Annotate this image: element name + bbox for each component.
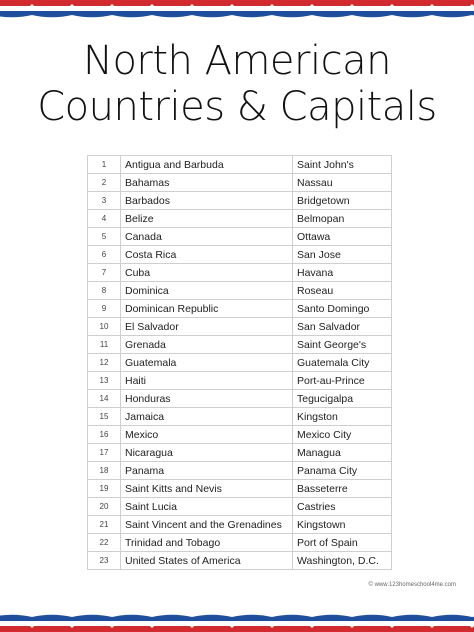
row-number: 5	[88, 228, 121, 246]
countries-capitals-table	[87, 155, 392, 570]
table-row	[88, 210, 392, 228]
bunting-flag	[72, 615, 112, 632]
row-number: 2	[88, 174, 121, 192]
capital-cell: Panama City	[293, 462, 392, 480]
table-row	[88, 516, 392, 534]
capital-cell: San Salvador	[293, 318, 392, 336]
page-title	[0, 38, 474, 130]
country-cell: Nicaragua	[121, 444, 293, 462]
bunting-decoration	[0, 604, 474, 632]
capital-cell: Belmopan	[293, 210, 392, 228]
bunting-flag	[0, 0, 32, 17]
row-number: 9	[88, 300, 121, 318]
table-row	[88, 300, 392, 318]
bunting-decoration	[0, 0, 474, 28]
country-cell: Saint Kitts and Nevis	[121, 480, 293, 498]
bunting-flag	[312, 0, 352, 17]
bunting-flag	[352, 0, 392, 17]
country-cell: Bahamas	[121, 174, 293, 192]
bunting-flag	[152, 0, 192, 17]
capital-cell: Kingstown	[293, 516, 392, 534]
country-cell: Antigua and Barbuda	[121, 156, 293, 174]
copyright-footer: © www.123homeschool4me.com	[368, 582, 456, 588]
row-number: 19	[88, 480, 121, 498]
capital-cell: Saint George's	[293, 336, 392, 354]
bunting-flag	[232, 0, 272, 17]
title-line-1: North American	[83, 38, 391, 84]
country-cell: Honduras	[121, 390, 293, 408]
table-row	[88, 390, 392, 408]
table-row	[88, 282, 392, 300]
row-number: 16	[88, 426, 121, 444]
table-row	[88, 156, 392, 174]
country-cell: Saint Vincent and the Grenadines	[121, 516, 293, 534]
table-row	[88, 426, 392, 444]
capital-cell: Ottawa	[293, 228, 392, 246]
country-cell: Trinidad and Tobago	[121, 534, 293, 552]
country-cell: Saint Lucia	[121, 498, 293, 516]
row-number: 6	[88, 246, 121, 264]
title-line-2: Countries & Capitals	[37, 84, 437, 130]
row-number: 3	[88, 192, 121, 210]
capital-cell: Kingston	[293, 408, 392, 426]
capital-cell: Santo Domingo	[293, 300, 392, 318]
country-cell: Panama	[121, 462, 293, 480]
capital-cell: Managua	[293, 444, 392, 462]
capital-cell: Saint John's	[293, 156, 392, 174]
country-cell: Mexico	[121, 426, 293, 444]
bunting-flag	[152, 615, 192, 632]
table-row	[88, 246, 392, 264]
table-row	[88, 228, 392, 246]
bunting-flag	[272, 0, 312, 17]
table-row	[88, 318, 392, 336]
row-number: 22	[88, 534, 121, 552]
row-number: 18	[88, 462, 121, 480]
capital-cell: San Jose	[293, 246, 392, 264]
row-number: 8	[88, 282, 121, 300]
bunting-flag	[32, 615, 72, 632]
row-number: 1	[88, 156, 121, 174]
table-row	[88, 354, 392, 372]
table-row	[88, 444, 392, 462]
country-cell: Jamaica	[121, 408, 293, 426]
capital-cell: Basseterre	[293, 480, 392, 498]
bunting-flag	[272, 615, 312, 632]
row-number: 15	[88, 408, 121, 426]
bunting-flag	[232, 615, 272, 632]
capital-cell: Mexico City	[293, 426, 392, 444]
table-row	[88, 192, 392, 210]
bunting-flag	[392, 0, 432, 17]
row-number: 12	[88, 354, 121, 372]
country-cell: Canada	[121, 228, 293, 246]
country-cell: Costa Rica	[121, 246, 293, 264]
bunting-flag	[32, 0, 72, 17]
country-cell: El Salvador	[121, 318, 293, 336]
capital-cell: Bridgetown	[293, 192, 392, 210]
table-row	[88, 174, 392, 192]
table-row	[88, 408, 392, 426]
row-number: 20	[88, 498, 121, 516]
capital-cell: Port of Spain	[293, 534, 392, 552]
country-cell: Cuba	[121, 264, 293, 282]
country-cell: United States of America	[121, 552, 293, 570]
country-cell: Haiti	[121, 372, 293, 390]
capital-cell: Nassau	[293, 174, 392, 192]
bottom-bunting-border	[0, 604, 474, 632]
bunting-flag	[112, 615, 152, 632]
country-cell: Belize	[121, 210, 293, 228]
bunting-flag	[112, 0, 152, 17]
bunting-flag	[72, 0, 112, 17]
country-cell: Grenada	[121, 336, 293, 354]
row-number: 10	[88, 318, 121, 336]
table-row	[88, 498, 392, 516]
country-cell: Dominican Republic	[121, 300, 293, 318]
capital-cell: Castries	[293, 498, 392, 516]
bunting-flag	[432, 615, 472, 632]
table-row	[88, 462, 392, 480]
row-number: 7	[88, 264, 121, 282]
row-number: 21	[88, 516, 121, 534]
bunting-flag	[312, 615, 352, 632]
table-row	[88, 372, 392, 390]
capital-cell: Port-au-Prince	[293, 372, 392, 390]
bunting-flag	[192, 0, 232, 17]
row-number: 14	[88, 390, 121, 408]
row-number: 11	[88, 336, 121, 354]
country-cell: Barbados	[121, 192, 293, 210]
row-number: 17	[88, 444, 121, 462]
row-number: 13	[88, 372, 121, 390]
table-row	[88, 336, 392, 354]
country-cell: Dominica	[121, 282, 293, 300]
bunting-flag	[192, 615, 232, 632]
bunting-flag	[352, 615, 392, 632]
capital-cell: Havana	[293, 264, 392, 282]
capital-cell: Tegucigalpa	[293, 390, 392, 408]
capital-cell: Roseau	[293, 282, 392, 300]
capital-cell: Washington, D.C.	[293, 552, 392, 570]
country-cell: Guatemala	[121, 354, 293, 372]
bunting-flag	[392, 615, 432, 632]
row-number: 23	[88, 552, 121, 570]
table-row	[88, 264, 392, 282]
top-bunting-border	[0, 0, 474, 28]
row-number: 4	[88, 210, 121, 228]
bunting-flag	[0, 615, 32, 632]
capital-cell: Guatemala City	[293, 354, 392, 372]
bunting-flag	[432, 0, 472, 17]
table-row	[88, 480, 392, 498]
table-row	[88, 534, 392, 552]
table-row	[88, 552, 392, 570]
